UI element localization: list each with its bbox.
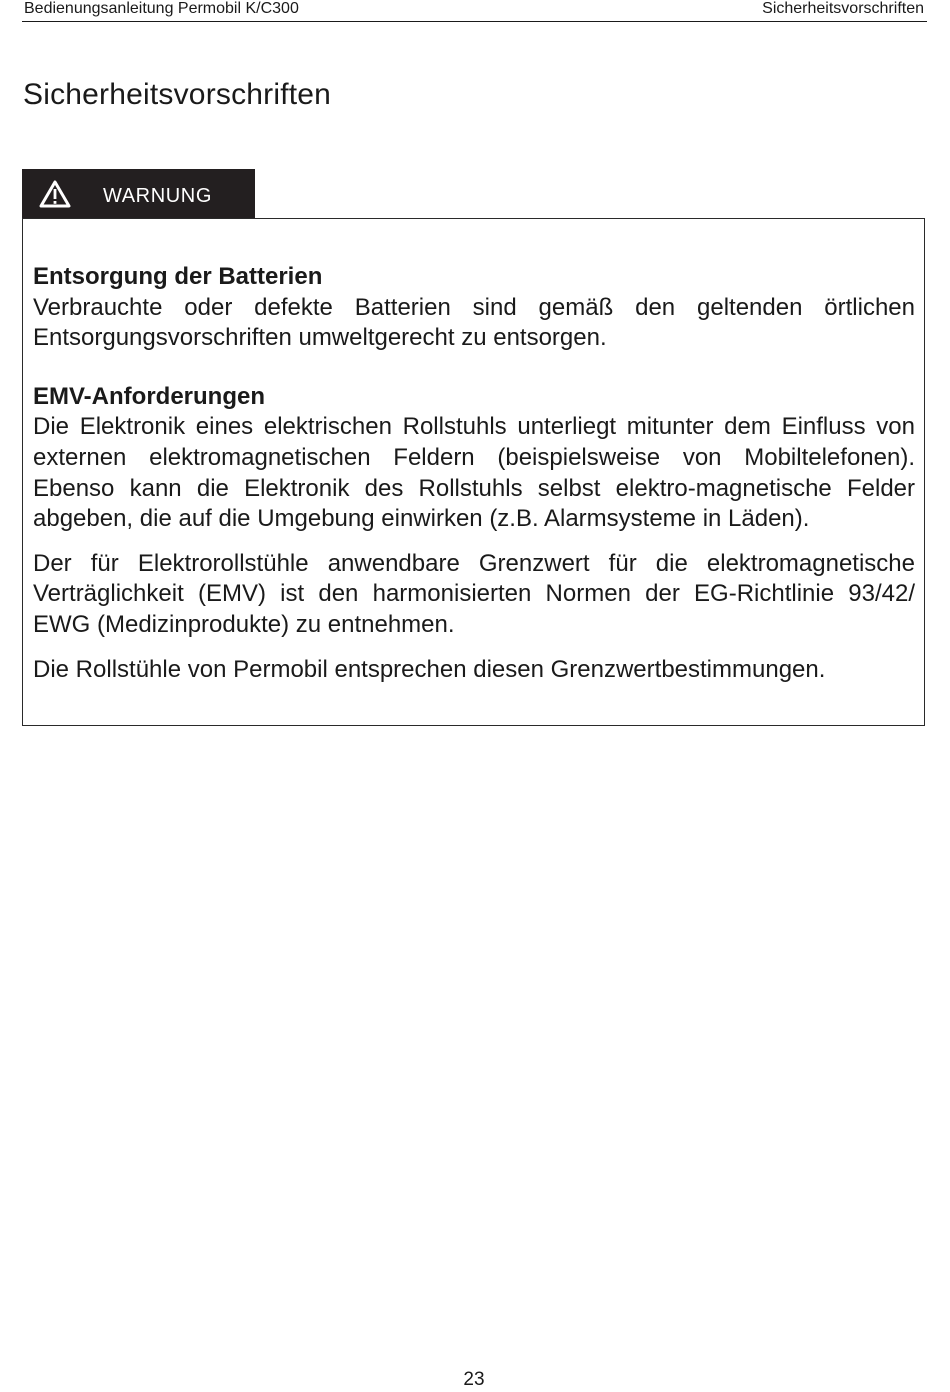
- header-document-title: Bedienungsanleitung Permobil K/C300: [24, 0, 299, 17]
- section-heading: EMV-Anforderungen: [33, 382, 265, 410]
- header-section-title: Sicherheitsvorschriften: [762, 0, 924, 17]
- page-number: 23: [463, 1369, 485, 1390]
- section-battery-disposal: [33, 262, 915, 354]
- section-emc-requirements: [33, 382, 915, 685]
- section-paragraph: Der für Elektrorollstühle anwendbare Grenzwert für die elektromagnetische Verträglichkeit (EMV) ist den harmonisierten Normen der EG-Richtlinie 93/42/ EWG (Medizinprodukte) zu entnehmen.: [33, 549, 915, 638]
- warning-label: WARNUNG: [103, 185, 213, 207]
- warning-content: [33, 262, 915, 685]
- section-paragraph: Verbrauchte oder defekte Batterien sind gemäß den geltenden örtlichen Entsorgungsvorschriften umweltgerecht zu entsorgen.: [33, 293, 915, 352]
- section-paragraph: Die Rollstühle von Permobil entsprechen diesen Grenzwertbestimmungen.: [33, 655, 826, 683]
- page-title: Sicherheitsvorschriften: [23, 78, 332, 111]
- section-heading: Entsorgung der Batterien: [33, 263, 323, 290]
- running-header: [22, 0, 927, 22]
- warning-triangle-icon: [39, 180, 71, 208]
- warning-tab: [22, 169, 255, 219]
- section-paragraph: Die Elektronik eines elektrischen Rollstuhls unterliegt mitunter dem Einfluss von externen elektromagnetischen Feldern (beispielsweise von Mobiltelefonen). Ebenso kann die Elektronik des Rollstuhls selbst elektro-magnetische Felder abgeben, die auf die Umgebung einwirken (z.B. Alarmsysteme in Läden).: [33, 413, 915, 533]
